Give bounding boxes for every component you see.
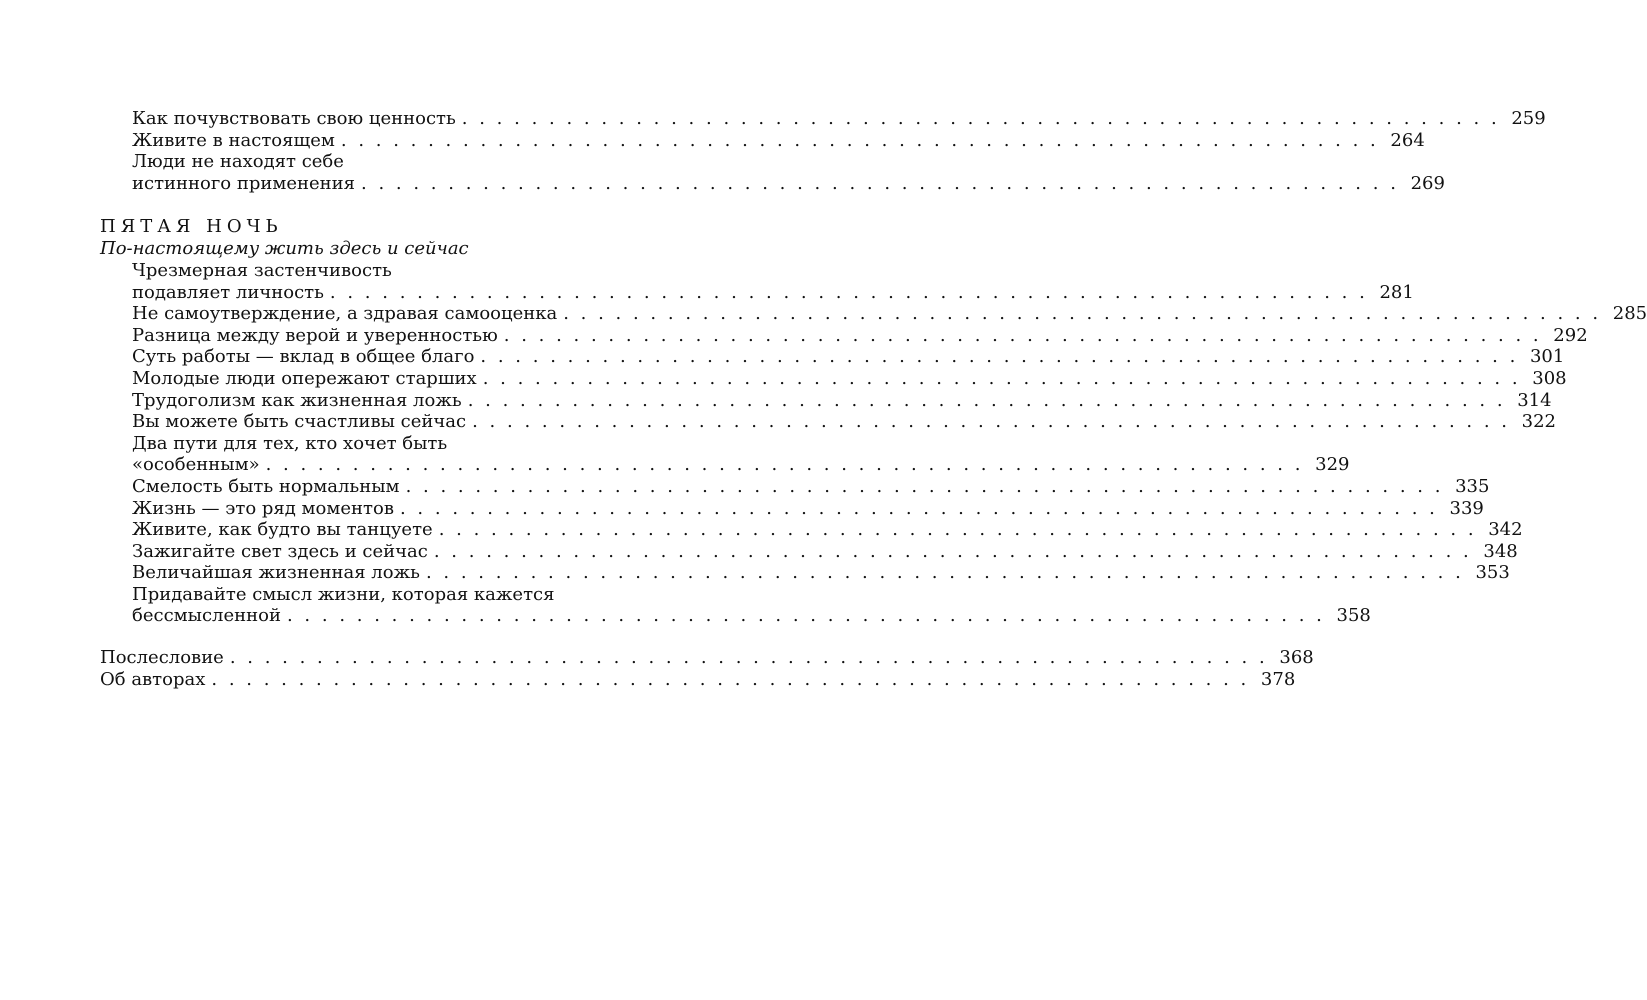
toc-entry-page: 348: [1483, 540, 1518, 562]
toc-entry-page: 301: [1529, 346, 1565, 368]
toc-entry-page: 281: [1379, 281, 1414, 303]
dot-leader: [433, 519, 1483, 541]
dot-leader: [498, 325, 1548, 347]
toc-entry-title: подавляет личность: [132, 281, 324, 303]
toc-entry-title: Зажигайте свет здесь и сейчас: [132, 540, 428, 562]
toc-entry-title: Жизнь — это ряд моментов: [132, 497, 394, 519]
toc-entry: [100, 562, 1510, 584]
dot-leader: [477, 368, 1527, 390]
toc-entry: [100, 324, 1588, 347]
toc-entry-title: Не самоутверждение, а здравая самооценка: [132, 303, 558, 325]
toc-entry: [100, 540, 1518, 563]
toc-entry-page: 368: [1279, 647, 1314, 669]
toc-entry-page: 259: [1511, 108, 1546, 129]
spacer: [100, 627, 672, 647]
dot-leader: [355, 173, 1405, 195]
toc-entry: [100, 668, 1296, 691]
dot-leader: [335, 130, 1385, 152]
toc-entry: [100, 303, 1647, 325]
toc-entry-page: 285: [1612, 303, 1647, 325]
toc-entry: [100, 519, 1523, 541]
toc-entry: [100, 475, 1490, 498]
toc-entry-page: 339: [1449, 497, 1484, 519]
dot-leader: [400, 476, 1450, 498]
toc-entry-page: 322: [1521, 411, 1556, 433]
toc-entry-title-line1: Люди не находят себе: [132, 151, 344, 173]
dot-leader: [428, 541, 1478, 563]
toc-entry-page: 264: [1390, 129, 1425, 151]
toc-entry-title: бессмысленной: [132, 605, 281, 627]
toc-entry-page: 378: [1260, 668, 1296, 690]
toc-entry-title: «особенным»: [132, 454, 260, 476]
section-subtitle: По-настоящему жить здесь и сейчас: [100, 238, 469, 260]
dot-leader: [474, 346, 1524, 368]
toc-entry-page: 329: [1315, 454, 1350, 476]
toc-entry-title: Живите, как будто вы танцуете: [132, 519, 433, 541]
toc-entry-title: Величайшая жизненная ложь: [132, 562, 420, 584]
table-of-contents: [100, 108, 1647, 690]
dot-leader: [260, 454, 1310, 476]
dot-leader: [394, 498, 1444, 520]
toc-entry: [100, 389, 1552, 412]
toc-entry-title: Трудоголизм как жизненная ложь: [132, 389, 462, 411]
toc-entry-title: Молодые люди опережают старших: [132, 367, 477, 389]
toc-entry-title-line1: Два пути для тех, кто хочет быть: [132, 432, 448, 454]
dot-leader: [462, 390, 1512, 412]
toc-entry-title: Смелость быть нормальным: [132, 475, 400, 497]
toc-entry-title: Послесловие: [100, 647, 224, 669]
dot-leader: [420, 562, 1470, 584]
dot-leader: [557, 303, 1607, 325]
toc-entry-page: 314: [1517, 389, 1552, 411]
toc-entry-title-line1: Придавайте смысл жизни, которая кажется: [132, 583, 555, 605]
toc-entry-page: 342: [1488, 519, 1523, 541]
toc-entry-title: Вы можете быть счастливы сейчас: [132, 411, 467, 433]
section-heading: ПЯТАЯ НОЧЬ: [100, 216, 283, 238]
toc-entry-page: 292: [1553, 324, 1588, 346]
toc-entry: [100, 281, 1414, 304]
toc-entry-title: Разница между верой и уверенностью: [132, 324, 498, 346]
dot-leader: [224, 647, 1274, 669]
toc-entry: [100, 497, 1484, 520]
dot-leader: [324, 282, 1374, 304]
toc-entry-page: 308: [1532, 367, 1567, 389]
toc-entry: [100, 647, 1314, 669]
dot-leader: [205, 669, 1255, 691]
toc-entry: [100, 108, 1546, 130]
toc-entry: [100, 411, 1556, 433]
toc-entry: [100, 454, 1350, 476]
dot-leader: [466, 411, 1516, 433]
dot-leader: [456, 108, 1506, 130]
dot-leader: [281, 605, 1331, 627]
toc-entry-title: Суть работы — вклад в общее благо: [132, 346, 475, 368]
toc-entry-title: Как почувствовать свою ценность: [132, 108, 456, 129]
toc-entry-title-line1: Чрезмерная застенчивость: [132, 259, 392, 281]
toc-entry-page: 353: [1475, 562, 1510, 584]
toc-entry-title: Об авторах: [100, 668, 206, 690]
toc-entry: [100, 346, 1565, 368]
toc-entry: [100, 605, 1371, 627]
toc-entry: [100, 172, 1445, 195]
toc-entry: [100, 367, 1567, 390]
toc-entry-title: истинного применения: [132, 172, 356, 194]
toc-entry-page: 358: [1336, 605, 1371, 627]
toc-entry-title: Живите в настоящем: [132, 129, 335, 151]
toc-entry-page: 335: [1455, 475, 1490, 497]
toc-entry: [100, 129, 1425, 152]
toc-entry-page: 269: [1410, 172, 1445, 194]
